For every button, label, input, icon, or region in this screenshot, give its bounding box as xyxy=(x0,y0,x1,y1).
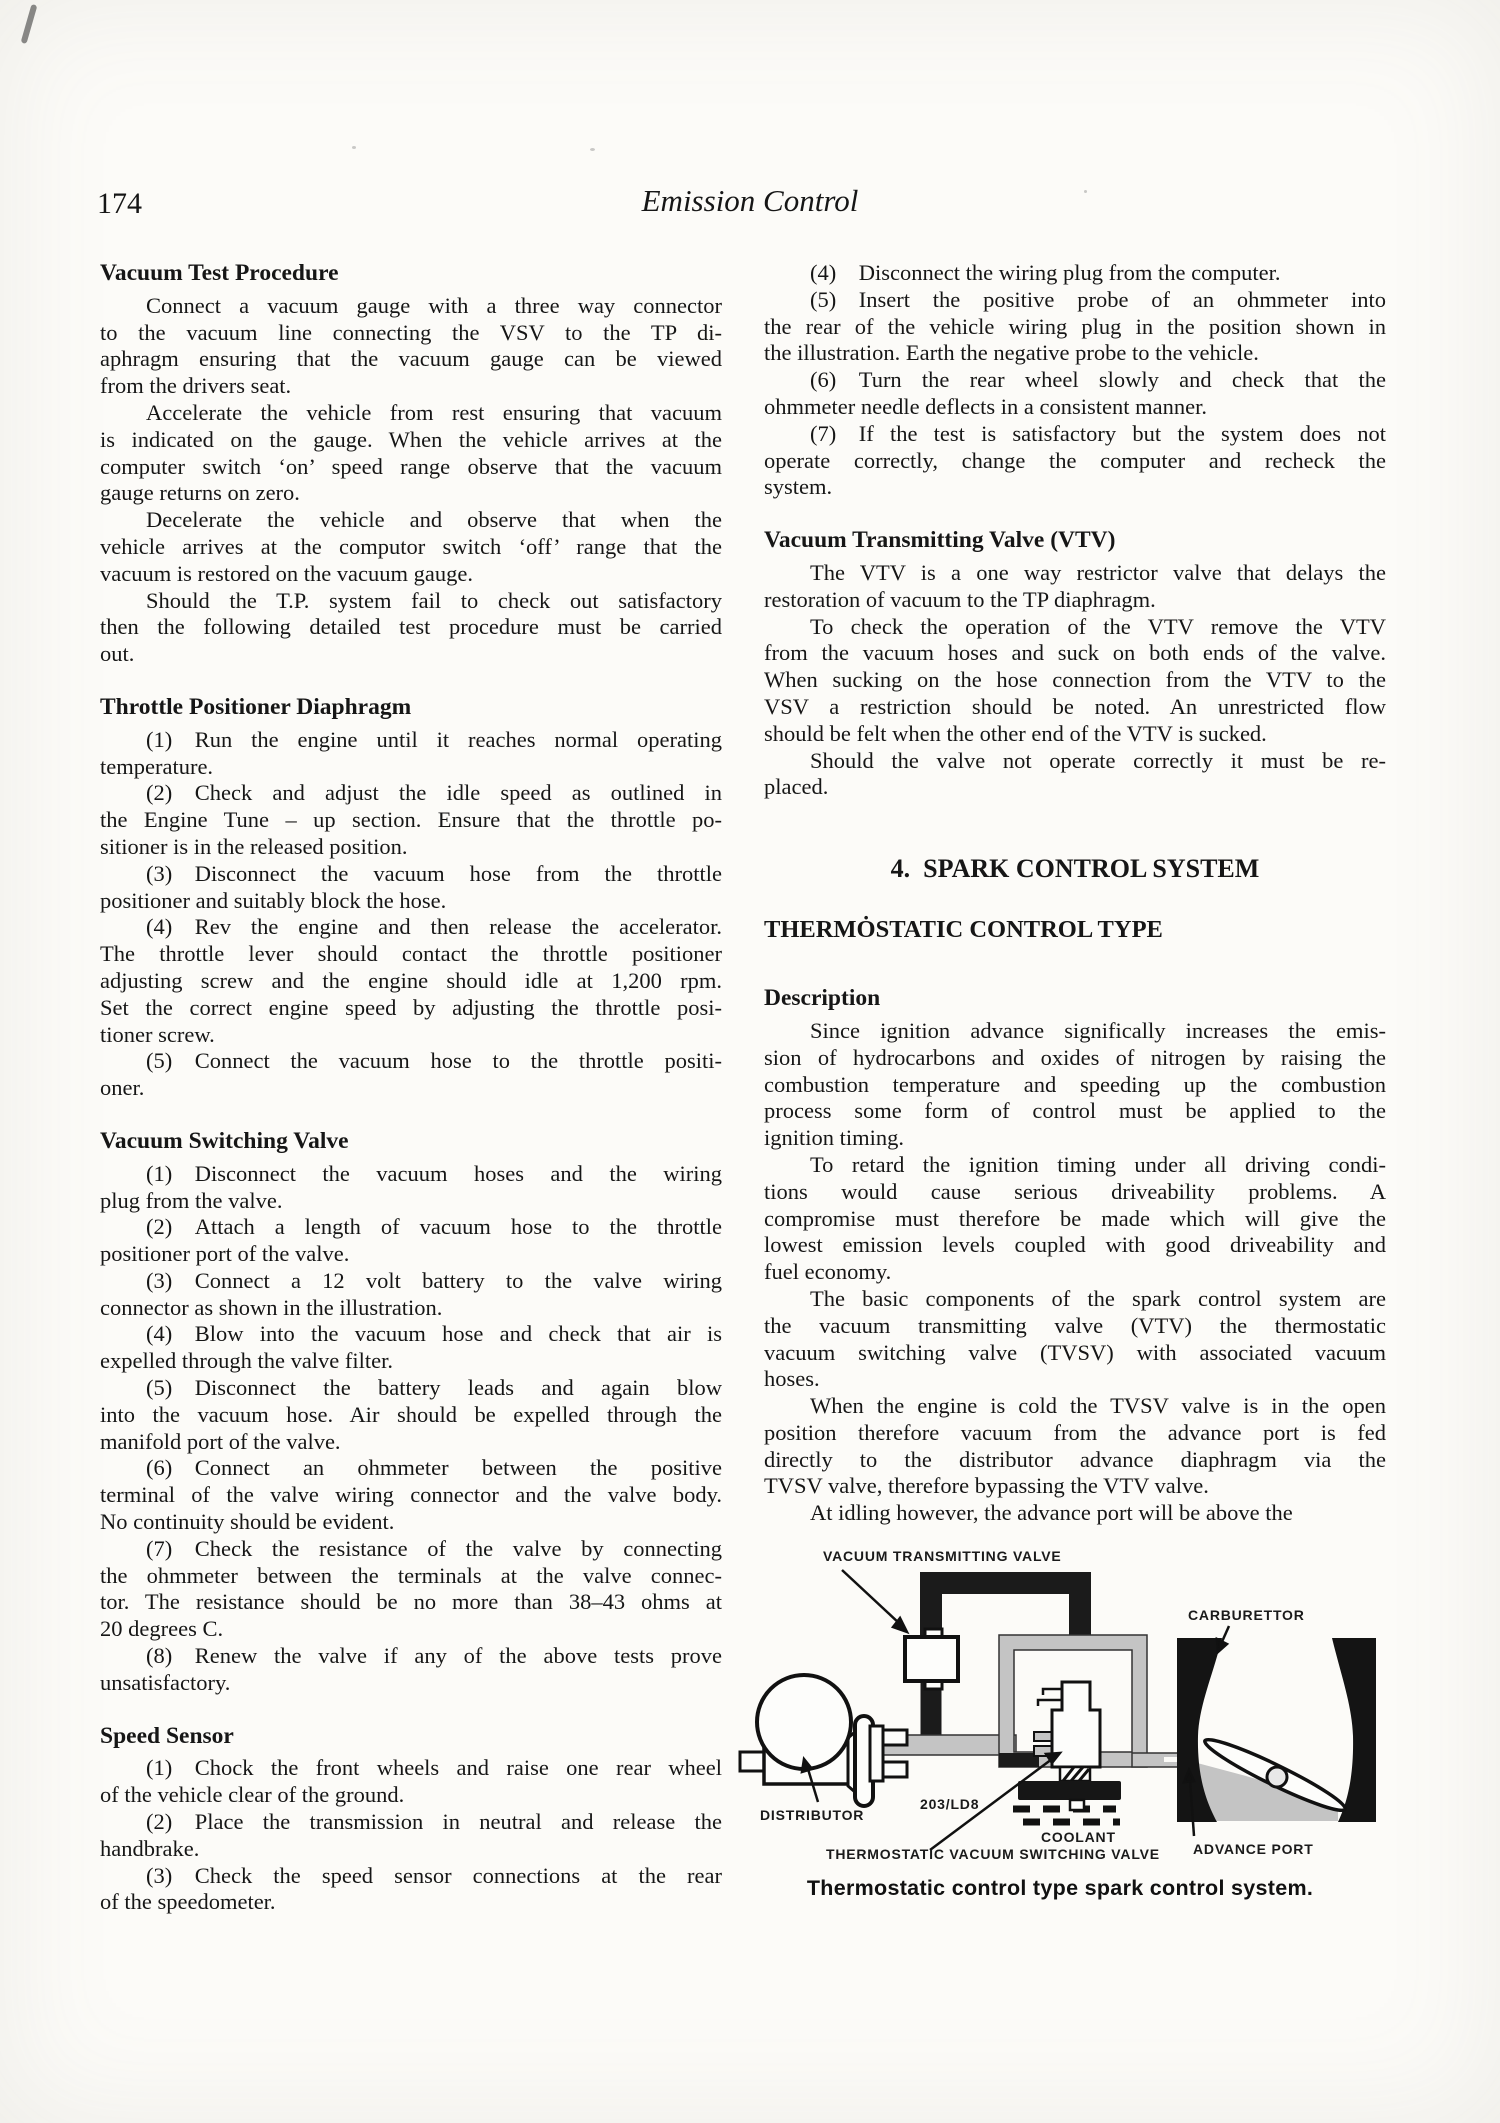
text-line: hoses. xyxy=(764,1366,820,1392)
paragraph xyxy=(764,287,1386,367)
paragraph xyxy=(764,1018,1386,1152)
text-line: computer switch ‘on’ speed range observe that the vacuum xyxy=(100,453,722,479)
paragraph xyxy=(764,614,1386,748)
text-line: positioner and suitably block the hose. xyxy=(100,887,447,913)
paragraph xyxy=(100,1161,722,1215)
text-line: When the engine is cold the TVSV valve is in the open xyxy=(810,1393,1386,1419)
text-line: (3) Connect a 12 volt battery to the valve wiring xyxy=(146,1267,722,1293)
throttle-shaft xyxy=(1267,1767,1287,1787)
paragraph xyxy=(764,421,1386,501)
text-line: of the vehicle clear of the ground. xyxy=(100,1782,405,1808)
section-heading: Throttle Positioner Diaphragm xyxy=(100,693,412,720)
paragraph xyxy=(764,1393,1386,1500)
text-line: then the following detailed test procedure must be carried xyxy=(100,614,722,640)
section-heading: Vacuum Test Procedure xyxy=(100,260,339,286)
text-line: the vacuum transmitting valve (VTV) the thermostatic xyxy=(764,1312,1386,1338)
scan-smudge xyxy=(21,4,38,44)
paragraph xyxy=(764,1500,1386,1527)
text-line: terminal of the valve wiring connector and the valve body. xyxy=(100,1482,722,1508)
section-heading: Vacuum Transmitting Valve (VTV) xyxy=(764,527,1116,554)
paragraph xyxy=(100,727,722,781)
text-line: manifold port of the valve. xyxy=(100,1428,341,1454)
text-line: (4) Disconnect the wiring plug from the computer. xyxy=(810,260,1281,285)
scan-speck xyxy=(590,148,595,151)
section-heading: THERMȮSTATIC CONTROL TYPE xyxy=(764,916,1163,944)
text-line: The throttle lever should contact the throttle positioner xyxy=(100,941,722,967)
text-line: handbrake. xyxy=(100,1835,200,1861)
text-line: Decelerate the vehicle and observe that when the xyxy=(146,507,722,533)
paragraph xyxy=(764,367,1386,421)
text-line: Should the valve not operate correctly it must be re- xyxy=(810,747,1386,773)
text-line: the illustration. Earth the negative probe to the vehicle. xyxy=(764,340,1259,366)
paragraph xyxy=(764,260,1386,287)
text-line: unsatisfactory. xyxy=(100,1669,231,1695)
distributor-illustration xyxy=(740,1675,907,1806)
text-line: is indicated on the gauge. When the vehicle arrives at the xyxy=(100,426,722,452)
text-line: expelled through the valve filter. xyxy=(100,1348,394,1374)
text-line: into the vacuum hose. Air should be expelled through the xyxy=(100,1401,722,1427)
text-line: tioner screw. xyxy=(100,1021,215,1047)
label-carburettor: CARBURETTOR xyxy=(1188,1607,1305,1623)
text-line: vacuum switching valve (TVSV) with associated vacuum xyxy=(764,1339,1386,1365)
text-line: Accelerate the vehicle from rest ensuring that vacuum xyxy=(146,399,722,425)
text-line: to the vacuum line connecting the VSV to the TP di- xyxy=(100,319,722,345)
text-line: (5) Insert the positive probe of an ohmmeter into xyxy=(810,286,1386,312)
mounting-flange xyxy=(1018,1781,1121,1800)
text-line: the Engine Tune – up section. Ensure that the throttle po- xyxy=(100,807,722,833)
text-line: of the speedometer. xyxy=(100,1889,276,1915)
text-line: (1) Disconnect the vacuum hoses and the wiring xyxy=(146,1160,722,1186)
text-line: When sucking on the hose connection from the VTV to the xyxy=(764,667,1386,693)
text-line: gauge returns on zero. xyxy=(100,480,300,506)
vacuum-transmitting-valve-body xyxy=(905,1629,958,1689)
section-heading: Speed Sensor xyxy=(100,1722,234,1749)
paragraph xyxy=(100,588,722,668)
text-line: positioner port of the valve. xyxy=(100,1241,350,1267)
text-line: (6) Connect an ohmmeter between the positive xyxy=(146,1455,722,1481)
text-line: process some form of control must be applied to the xyxy=(764,1098,1386,1124)
text-line: (4) Blow into the vacuum hose and check that air is xyxy=(146,1321,722,1347)
text-line: connector as shown in the illustration. xyxy=(100,1294,443,1320)
scan-speck xyxy=(352,146,356,149)
text-line: vacuum is restored on the vacuum gauge. xyxy=(100,560,474,586)
text-line: sitioner is in the released position. xyxy=(100,833,408,859)
text-line: directly to the distributor advance diaphragm via the xyxy=(764,1446,1386,1472)
text-line: Since ignition advance significally increases the emis- xyxy=(810,1017,1386,1043)
text-line: adjusting screw and the engine should idle at 1,200 rpm. xyxy=(100,967,722,993)
paragraph xyxy=(100,1455,722,1535)
text-line: the ohmmeter between the terminals at the valve connec- xyxy=(100,1562,722,1588)
paragraph xyxy=(100,861,722,915)
text-line: out. xyxy=(100,641,135,667)
label-distributor: DISTRIBUTOR xyxy=(760,1807,865,1823)
text-line: oner. xyxy=(100,1075,145,1101)
text-line: (1) Run the engine until it reaches normal operating xyxy=(146,726,722,752)
text-line: combustion temperature and speeding up the combustion xyxy=(764,1071,1386,1097)
paragraph xyxy=(764,748,1386,802)
paragraph xyxy=(100,1375,722,1455)
label-thermostatic-vacuum-switching-valve: THERMOSTATIC VACUUM SWITCHING VALVE xyxy=(826,1846,1160,1862)
section-heading: 4. SPARK CONTROL SYSTEM xyxy=(890,854,1260,884)
paragraph xyxy=(100,1268,722,1322)
text-line: sion of hydrocarbons and oxides of nitrogen by raising the xyxy=(764,1044,1386,1070)
text-line: (8) Renew the valve if any of the above tests prove xyxy=(146,1643,722,1669)
valve-stem xyxy=(1070,1800,1084,1810)
text-line: (1) Chock the front wheels and raise one rear wheel xyxy=(146,1755,722,1781)
text-line: (6) Turn the rear wheel slowly and check that the xyxy=(810,367,1386,393)
text-line: TVSV valve, therefore bypassing the VTV valve. xyxy=(764,1473,1209,1499)
figure-caption: Thermostatic control type spark control system. xyxy=(806,1876,1314,1900)
text-line: Connect a vacuum gauge with a three way connector xyxy=(146,292,722,318)
label-part-code: 203/LD8 xyxy=(920,1796,980,1812)
text-line: system. xyxy=(764,474,833,500)
spark-control-diagram xyxy=(540,1540,1460,1940)
text-line: Set the correct engine speed by adjusting the throttle posi- xyxy=(100,994,722,1020)
section-heading: Description xyxy=(764,985,881,1012)
text-line: (7) If the test is satisfactory but the system does not xyxy=(810,420,1386,446)
text-line: restoration of vacuum to the TP diaphragm. xyxy=(764,586,1156,612)
text-line: from the drivers seat. xyxy=(100,373,292,399)
text-line: from the vacuum hoses and suck on both ends of the valve. xyxy=(764,640,1386,666)
text-line: Should the T.P. system fail to check out satisfactory xyxy=(146,587,722,613)
text-line: lowest emission levels coupled with good driveability and xyxy=(764,1232,1386,1258)
text-line: aphragm ensuring that the vacuum gauge can be viewed xyxy=(100,346,722,372)
text-line: plug from the valve. xyxy=(100,1187,283,1213)
text-line: fuel economy. xyxy=(764,1259,892,1285)
paragraph xyxy=(100,780,722,860)
page-number: 174 xyxy=(97,187,142,220)
paragraph xyxy=(100,293,722,400)
text-line: operate correctly, change the computer and recheck the xyxy=(764,447,1386,473)
carburettor-illustration xyxy=(1177,1638,1376,1822)
text-line: (3) Check the speed sensor connections at the rear xyxy=(146,1862,722,1888)
text-line: To retard the ignition timing under all driving condi- xyxy=(810,1151,1386,1177)
label-vacuum-transmitting-valve: VACUUM TRANSMITTING VALVE xyxy=(823,1548,1062,1564)
paragraph xyxy=(100,1048,722,1102)
text-line: VSV a restriction should be noted. An unrestricted flow xyxy=(764,693,1386,719)
text-line: temperature. xyxy=(100,753,214,779)
text-line: tions would cause serious driveability problems. A xyxy=(764,1178,1386,1204)
paragraph xyxy=(764,1152,1386,1286)
label-advance-port: ADVANCE PORT xyxy=(1193,1841,1314,1857)
valve-port xyxy=(1034,1732,1053,1741)
text-line: should be felt when the other end of the VTV is sucked. xyxy=(764,720,1267,746)
text-line: ohmmeter needle deflects in a consistent manner. xyxy=(764,393,1207,419)
text-line: No continuity should be evident. xyxy=(100,1509,395,1535)
text-line: The basic components of the spark control system are xyxy=(810,1285,1386,1311)
paragraph xyxy=(100,507,722,587)
right-column xyxy=(764,260,1386,1527)
text-line: (3) Disconnect the vacuum hose from the throttle xyxy=(146,860,722,886)
text-line: (5) Connect the vacuum hose to the throttle positi- xyxy=(146,1048,722,1074)
section-heading: Vacuum Switching Valve xyxy=(100,1127,349,1154)
paragraph xyxy=(100,914,722,1048)
text-line: tor. The resistance should be no more than 38–43 ohms at xyxy=(100,1589,722,1615)
paragraph xyxy=(100,1214,722,1268)
text-line: compromise must therefore be made which will give the xyxy=(764,1205,1386,1231)
text-line: (7) Check the resistance of the valve by connecting xyxy=(146,1535,722,1561)
text-line: position therefore vacuum from the advance port is fed xyxy=(764,1419,1386,1445)
text-line: (2) Check and adjust the idle speed as outlined in xyxy=(146,780,722,806)
text-line: ignition timing. xyxy=(764,1125,905,1151)
text-line: placed. xyxy=(764,774,829,800)
text-line: To check the operation of the VTV remove the VTV xyxy=(810,613,1386,639)
paragraph xyxy=(764,1286,1386,1393)
label-coolant: COOLANT xyxy=(1041,1829,1116,1845)
paragraph xyxy=(100,400,722,507)
text-line: (2) Place the transmission in neutral and release the xyxy=(146,1809,722,1835)
text-line: (5) Disconnect the battery leads and again blow xyxy=(146,1375,722,1401)
text-line: vehicle arrives at the computor switch ‘off’ range that the xyxy=(100,533,722,559)
paragraph xyxy=(100,1321,722,1375)
page-title: Emission Control xyxy=(641,183,859,218)
text-line: The VTV is a one way restrictor valve that delays the xyxy=(810,559,1386,585)
text-line: At idling however, the advance port will be above the xyxy=(810,1500,1293,1526)
carb-wall-right xyxy=(1332,1638,1376,1822)
text-line: (4) Rev the engine and then release the accelerator. xyxy=(146,914,722,940)
paragraph xyxy=(764,560,1386,614)
text-line: 20 degrees C. xyxy=(100,1616,224,1642)
text-line: (2) Attach a length of vacuum hose to the throttle xyxy=(146,1214,722,1240)
text-line: the rear of the vehicle wiring plug in the position shown in xyxy=(764,313,1386,339)
